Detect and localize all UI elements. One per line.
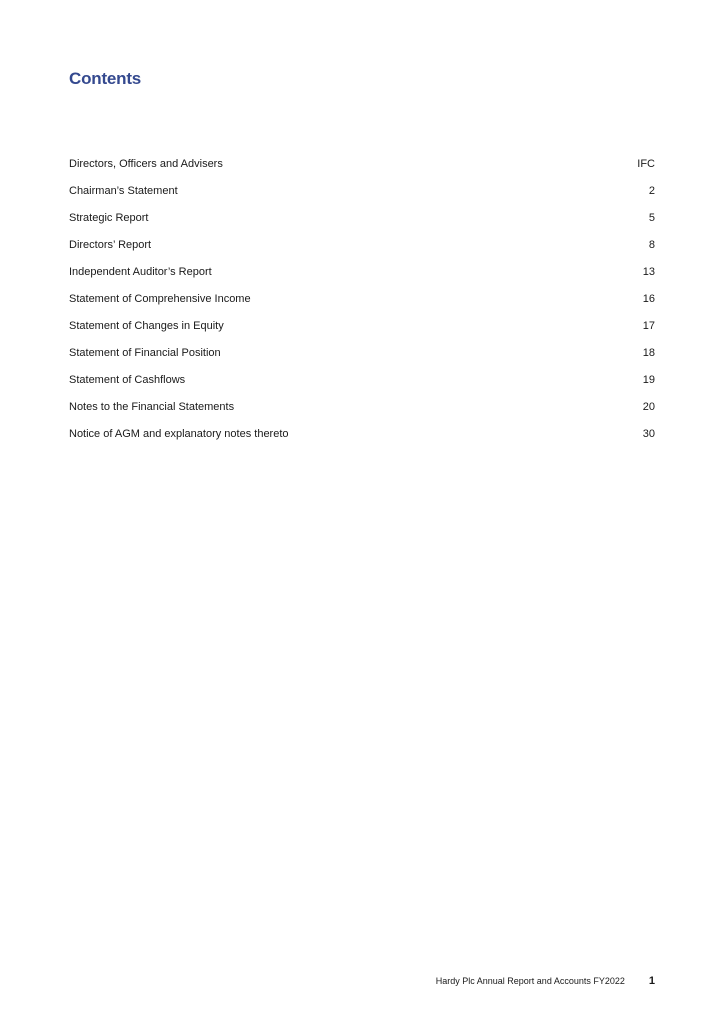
page-title: Contents (69, 69, 142, 88)
footer-text: Hardy Plc Annual Report and Accounts FY2022 (435, 976, 625, 986)
toc-entry-directors-report[interactable] (69, 236, 655, 263)
toc-entry-label: Strategic Report (69, 212, 149, 224)
toc-entry-notice-of-agm[interactable] (69, 425, 655, 452)
toc-entry-financial-position[interactable] (69, 344, 655, 371)
toc-entry-independent-auditors-report[interactable] (69, 263, 655, 290)
toc-entry-directors-officers-advisers[interactable] (69, 155, 655, 182)
toc-entry-page: IFC (637, 158, 655, 170)
toc-entry-page: 16 (642, 293, 655, 305)
toc-entry-changes-in-equity[interactable] (69, 317, 655, 344)
toc-entry-label: Chairman’s Statement (69, 185, 178, 197)
toc-entry-chairmans-statement[interactable] (69, 182, 655, 209)
toc-entry-cashflows[interactable] (69, 371, 655, 398)
toc-entry-label: Notice of AGM and explanatory notes thereto (69, 428, 289, 440)
footer-page-number: 1 (648, 975, 655, 987)
toc-entry-page: 8 (648, 239, 655, 251)
toc-entry-label: Statement of Cashflows (69, 374, 186, 386)
toc-entry-label: Notes to the Financial Statements (69, 401, 235, 413)
toc-entry-page: 5 (648, 212, 655, 224)
toc-entry-comprehensive-income[interactable] (69, 290, 655, 317)
toc-entry-page: 30 (642, 428, 655, 440)
toc-entry-label: Statement of Changes in Equity (69, 320, 224, 332)
toc-entry-page: 19 (642, 374, 655, 386)
toc-entry-label: Directors’ Report (69, 239, 152, 251)
toc-entry-label: Independent Auditor’s Report (69, 266, 212, 278)
toc-entry-page: 13 (642, 266, 655, 278)
toc-entry-label: Statement of Comprehensive Income (69, 293, 251, 305)
table-of-contents (69, 155, 655, 452)
toc-entry-label: Directors, Officers and Advisers (69, 158, 223, 170)
page-footer (436, 975, 655, 987)
toc-entry-label: Statement of Financial Position (69, 347, 221, 359)
toc-entry-notes-financial-statements[interactable] (69, 398, 655, 425)
toc-entry-strategic-report[interactable] (69, 209, 655, 236)
toc-entry-page: 20 (642, 401, 655, 413)
toc-entry-page: 2 (648, 185, 655, 197)
toc-entry-page: 17 (642, 320, 655, 332)
toc-entry-page: 18 (642, 347, 655, 359)
